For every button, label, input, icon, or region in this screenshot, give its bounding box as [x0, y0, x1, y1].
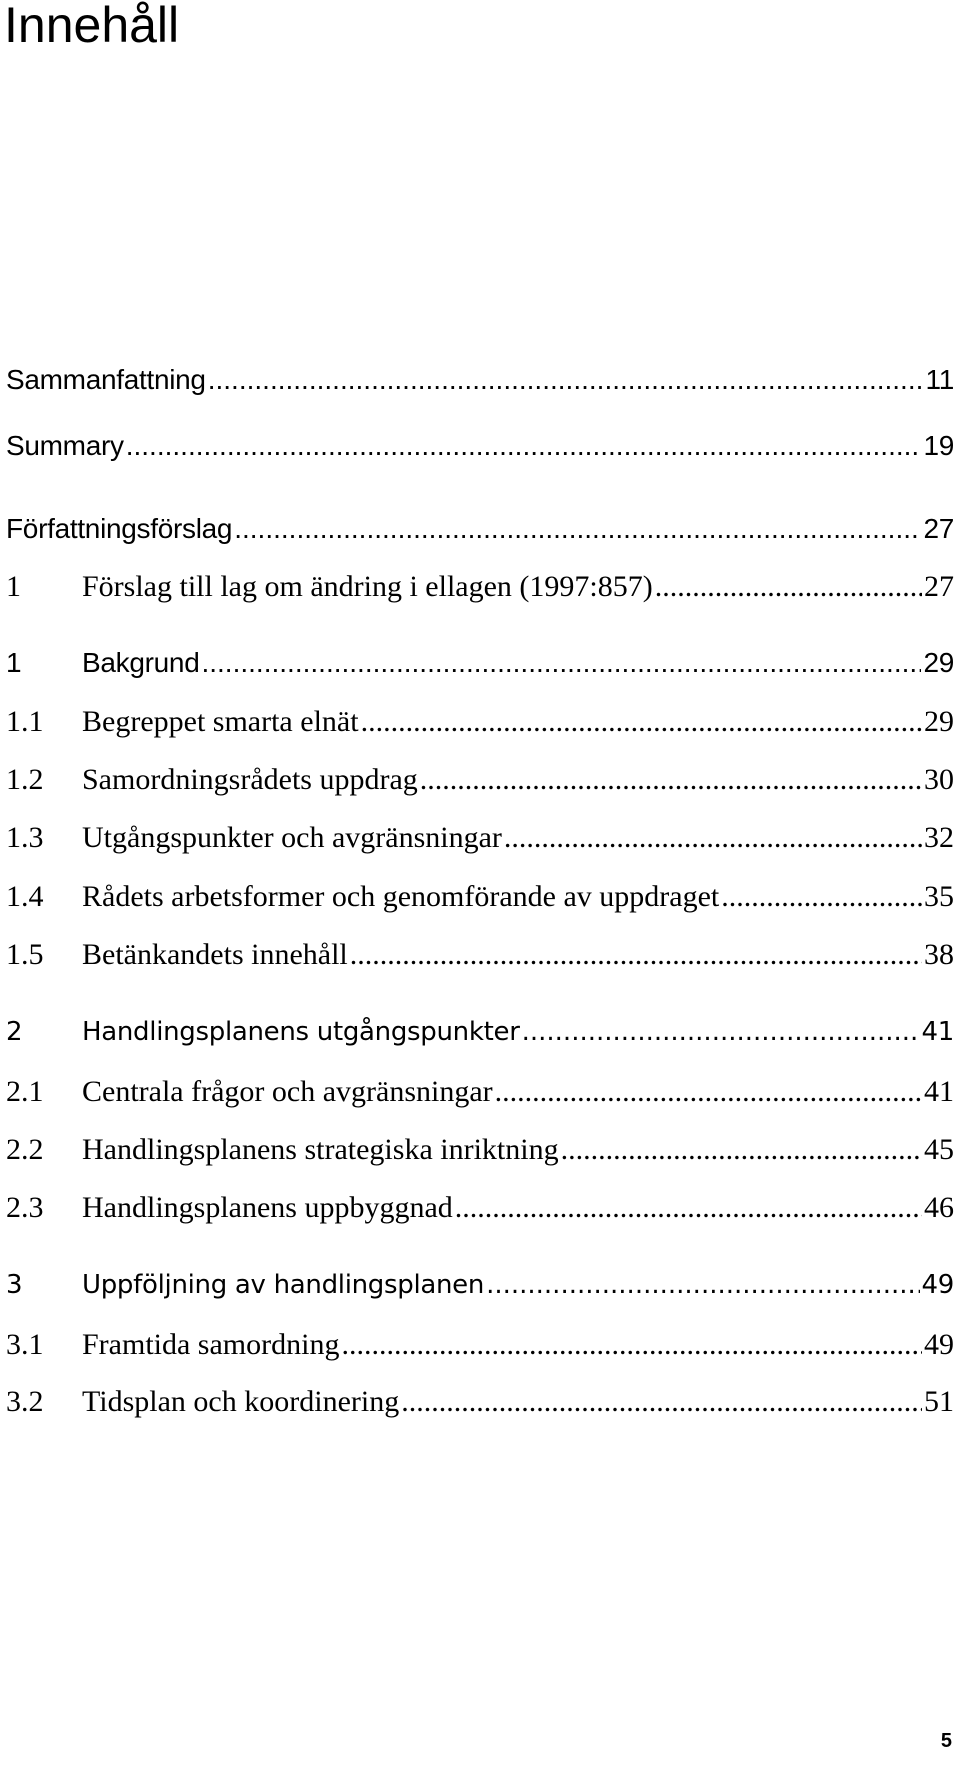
toc-dot-leader — [234, 513, 921, 545]
page-number: 5 — [940, 1730, 952, 1752]
toc-entry-title: Rådets arbetsformer och genomförande av uppdraget — [82, 880, 720, 913]
toc-entry-number: 3.2 — [6, 1385, 44, 1418]
toc-dot-leader — [420, 763, 922, 797]
toc-entry-title: Förslag till lag om ändring i ellagen (1997:857) — [82, 570, 653, 603]
toc-entry-number: 3.1 — [6, 1328, 44, 1361]
toc-entry[interactable] — [6, 1075, 954, 1109]
toc-entry[interactable] — [6, 570, 954, 604]
toc-entry-number: 2.2 — [6, 1133, 44, 1166]
toc-dot-leader — [350, 938, 922, 972]
toc-entry-title: Tidsplan och koordinering — [82, 1385, 400, 1418]
toc-entry-number: 2.3 — [6, 1191, 44, 1224]
toc-dot-leader — [201, 647, 921, 679]
toc-entry-page: 46 — [924, 1191, 954, 1224]
toc-dot-leader — [721, 880, 922, 914]
toc-entry-title: Framtida samordning — [82, 1328, 340, 1361]
toc-dot-leader — [126, 430, 922, 462]
toc-entry[interactable] — [6, 880, 954, 914]
toc-entry-page: 29 — [923, 647, 954, 678]
toc-entry-number: 2 — [6, 1017, 23, 1047]
toc-entry-page: 29 — [924, 705, 954, 738]
toc-entry-page: 19 — [923, 430, 954, 461]
toc-entry-page: 49 — [921, 1270, 954, 1300]
toc-entry-page: 51 — [924, 1385, 954, 1418]
toc-entry-number: 3 — [6, 1270, 23, 1300]
toc-entry[interactable] — [6, 938, 954, 972]
toc-dot-leader — [655, 570, 922, 604]
toc-entry[interactable] — [6, 364, 954, 396]
toc-entry-number: 2.1 — [6, 1075, 44, 1108]
toc-dot-leader — [401, 1385, 922, 1419]
toc-dot-leader — [455, 1191, 922, 1225]
toc-entry[interactable] — [6, 1191, 954, 1225]
toc-entry-title: Summary — [6, 430, 124, 461]
toc-entry-page: 41 — [921, 1017, 954, 1047]
toc-entry-number: 1.4 — [6, 880, 44, 913]
toc-entry-page: 35 — [924, 880, 954, 913]
toc-dot-leader — [361, 705, 922, 739]
toc-entry[interactable] — [6, 705, 954, 739]
toc-entry-title: Betänkandets innehåll — [82, 938, 348, 971]
toc-entry-number: 1.1 — [6, 705, 44, 738]
toc-entry-title: Författningsförslag — [6, 513, 233, 544]
toc-entry-page: 49 — [924, 1328, 954, 1361]
toc-entry-number: 1.5 — [6, 938, 44, 971]
toc-entry-title: Handlingsplanens utgångspunkter — [82, 1017, 520, 1047]
toc-entry-page: 30 — [924, 763, 954, 796]
toc-entry-title: Sammanfattning — [6, 364, 206, 395]
toc-entry-title: Samordningsrådets uppdrag — [82, 763, 418, 796]
toc-entry[interactable] — [6, 513, 954, 545]
toc-entry[interactable] — [6, 1328, 954, 1362]
toc-entry-page: 45 — [924, 1133, 954, 1166]
toc-dot-leader — [495, 1075, 922, 1109]
toc-entry-page: 38 — [924, 938, 954, 971]
toc-dot-leader — [522, 1017, 920, 1047]
toc-entry-title: Uppföljning av handlingsplanen — [82, 1270, 485, 1300]
toc-entry-page: 32 — [924, 821, 954, 854]
toc-entry-title: Bakgrund — [82, 647, 200, 678]
toc-entry-title: Centrala frågor och avgränsningar — [82, 1075, 493, 1108]
toc-entry[interactable] — [6, 647, 954, 679]
page-title: Innehåll — [4, 0, 180, 53]
toc-dot-leader — [208, 364, 924, 396]
toc-entry[interactable] — [6, 821, 954, 855]
toc-entry-page: 27 — [923, 513, 954, 544]
toc-entry[interactable] — [6, 763, 954, 797]
toc-dot-leader — [561, 1133, 922, 1167]
toc-entry-page: 27 — [924, 570, 954, 603]
toc-entry-title: Handlingsplanens strategiska inriktning — [82, 1133, 559, 1166]
toc-dot-leader — [341, 1328, 922, 1362]
toc-entry[interactable] — [6, 1133, 954, 1167]
toc-entry[interactable] — [6, 1385, 954, 1419]
toc-dot-leader — [504, 821, 922, 855]
toc-entry[interactable] — [6, 1017, 954, 1047]
toc-entry[interactable] — [6, 1270, 954, 1300]
toc-entry-title: Begreppet smarta elnät — [82, 705, 359, 738]
toc-entry-page: 11 — [925, 364, 954, 395]
toc-entry-page: 41 — [924, 1075, 954, 1108]
toc-dot-leader — [486, 1270, 919, 1300]
toc-entry-number: 1 — [6, 647, 22, 678]
toc-entry-number: 1.3 — [6, 821, 44, 854]
toc-entry-title: Handlingsplanens uppbyggnad — [82, 1191, 453, 1224]
toc-entry-title: Utgångspunkter och avgränsningar — [82, 821, 502, 854]
toc-entry-number: 1 — [6, 570, 21, 603]
toc-entry[interactable] — [6, 430, 954, 462]
toc-entry-number: 1.2 — [6, 763, 44, 796]
